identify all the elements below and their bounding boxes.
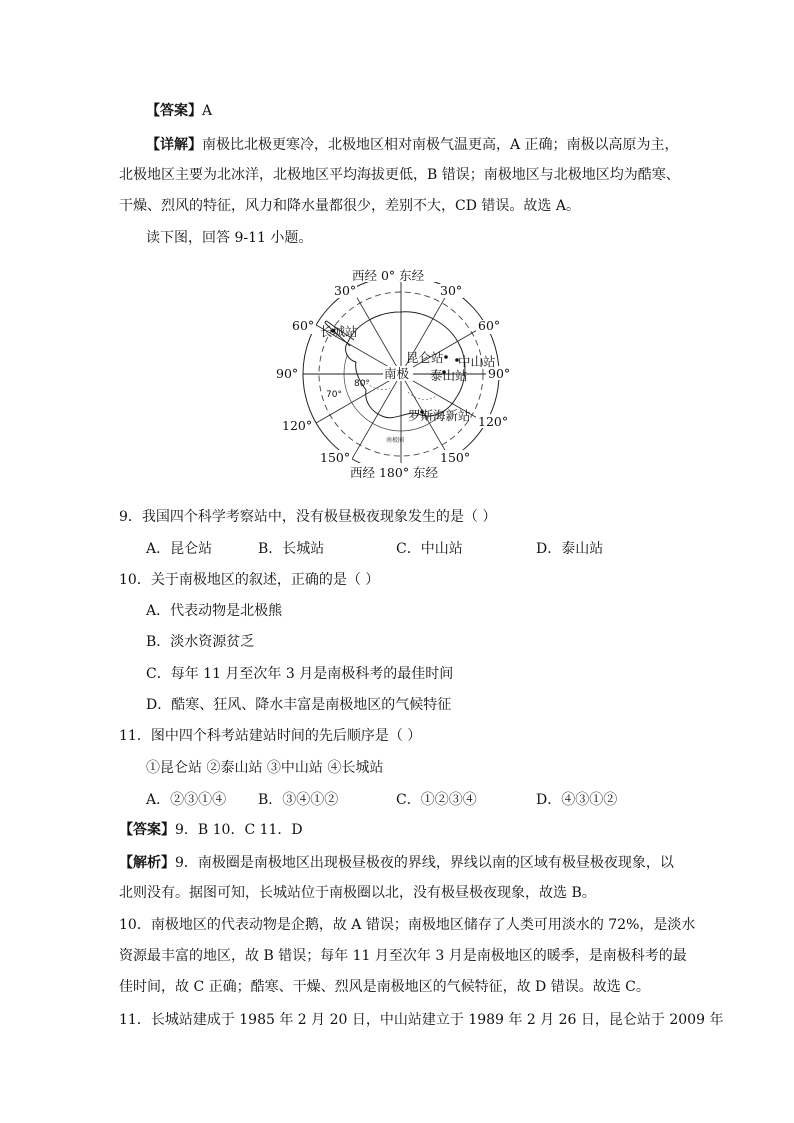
top-meridian-label: 西经 0° 东经 xyxy=(352,268,425,283)
south-pole-label: 南极 xyxy=(384,366,410,381)
analysis-line-1 xyxy=(119,853,674,873)
q10-option-c: C．每年 11 月至次年 3 月是南极科考的最佳时间 xyxy=(146,666,454,682)
q10-option-b: B．淡水资源贫乏 xyxy=(146,634,255,650)
deg-150-left-label: 150° xyxy=(320,450,351,465)
taishan-station-label: 泰山站 xyxy=(430,368,468,383)
q11-option-b: B．③④①② xyxy=(258,792,339,808)
changcheng-station-label: 长城站 xyxy=(320,324,358,339)
analysis-tag: 【解析】 xyxy=(119,855,175,871)
lat-80-label: 80° xyxy=(354,379,370,389)
deg-90-right-label: 90° xyxy=(488,366,511,381)
antarctica-map-svg xyxy=(276,262,522,488)
q9-stem: 9．我国四个科学考察站中，没有极昼极夜现象发生的是（ ） xyxy=(119,509,497,525)
deg-60-right-label: 60° xyxy=(478,318,501,333)
answer-line xyxy=(146,101,212,121)
q9-option-c: C．中山站 xyxy=(396,541,463,557)
deg-120-right-label: 120° xyxy=(478,414,509,429)
q9-option-b: B．长城站 xyxy=(258,541,325,557)
kunlun-station-label: 昆仑站 xyxy=(406,350,444,365)
q10-option-a: A．代表动物是北极熊 xyxy=(146,603,283,619)
antarctica-map xyxy=(276,262,522,488)
q11-items: ①昆仑站 ②泰山站 ③中山站 ④长城站 xyxy=(146,760,384,776)
answer-tag: 【答案】 xyxy=(146,103,202,119)
luosi-station-label: 罗斯海新站 xyxy=(408,408,471,423)
q11-option-a: A．②③①④ xyxy=(146,792,227,808)
analysis-line-3: 10．南极地区的代表动物是企鹅，故 A 错误；南极地区储存了人类可用淡水的 72%，是淡水 xyxy=(119,917,696,933)
detail-line-3: 干燥、烈风的特征，风力和降水量都很少，差别不大，CD 错误。故选 A。 xyxy=(119,198,580,214)
analysis-line-4: 资源最丰富的地区，故 B 错误；每年 11 月至次年 3 月是南极地区的暖季，是南极科考的最 xyxy=(119,948,687,964)
analysis-line-5: 佳时间，故 C 正确；酷寒、干燥、烈风是南极地区的气候特征，故 D 错误。故选 C。 xyxy=(119,979,650,995)
answer-value: A xyxy=(202,103,213,119)
q11-stem: 11．图中四个科考站建站时间的先后顺序是（ ） xyxy=(119,728,422,744)
detail-line-2: 北极地区主要为北冰洋，北极地区平均海拔更低，B 错误；南极地区与北极地区均为酷寒、 xyxy=(119,167,680,183)
deg-90-left-label: 90° xyxy=(276,366,299,381)
detail-line-1 xyxy=(146,135,679,155)
q10-option-d: D．酷寒、狂风、降水丰富是南极地区的气候特征 xyxy=(146,697,452,713)
analysis-line-6: 11．长城站建成于 1985 年 2 月 20 日，中山站建立于 1989 年 2 月 26 日，昆仑站于 2009 年 xyxy=(119,1012,724,1028)
q9-option-a: A．昆仑站 xyxy=(146,541,213,557)
answer2-line xyxy=(119,820,303,840)
q11-option-d: D．④③①② xyxy=(536,792,618,808)
bottom-meridian-label: 西经 180° 东经 xyxy=(350,465,439,480)
deg-120-left-label: 120° xyxy=(282,418,313,433)
q11-option-c: C．①②③④ xyxy=(396,792,477,808)
deg-30-left-label: 30° xyxy=(334,283,357,298)
answer2-value: 9．B 10．C 11．D xyxy=(175,822,303,838)
analysis-text-1: 9．南极圈是南极地区出现极昼极夜的界线，界线以南的区域有极昼极夜现象，以 xyxy=(175,855,674,871)
detail-text-1: 南极比北极更寒冷，北极地区相对南极气温更高，A 正确；南极以高原为主， xyxy=(202,137,679,153)
answer2-tag: 【答案】 xyxy=(119,822,175,838)
deg-30-right-label: 30° xyxy=(440,283,463,298)
q10-stem: 10．关于南极地区的叙述，正确的是（ ） xyxy=(119,572,380,588)
deg-60-left-label: 60° xyxy=(292,318,315,333)
detail-tag: 【详解】 xyxy=(146,137,202,153)
lat-70-label: 70° xyxy=(326,390,342,400)
analysis-line-2: 北则没有。据图可知，长城站位于南极圈以北，没有极昼极夜现象，故选 B。 xyxy=(119,885,596,901)
deg-150-right-label: 150° xyxy=(440,450,471,465)
intro-text: 读下图，回答 9-11 小题。 xyxy=(146,230,313,246)
zhongshan-station-label: 中山站 xyxy=(458,354,496,369)
q9-option-d: D．泰山站 xyxy=(536,541,604,557)
antarctic-circle-label: 南极圈 xyxy=(386,437,405,444)
kunlun-station-dot xyxy=(444,355,448,359)
